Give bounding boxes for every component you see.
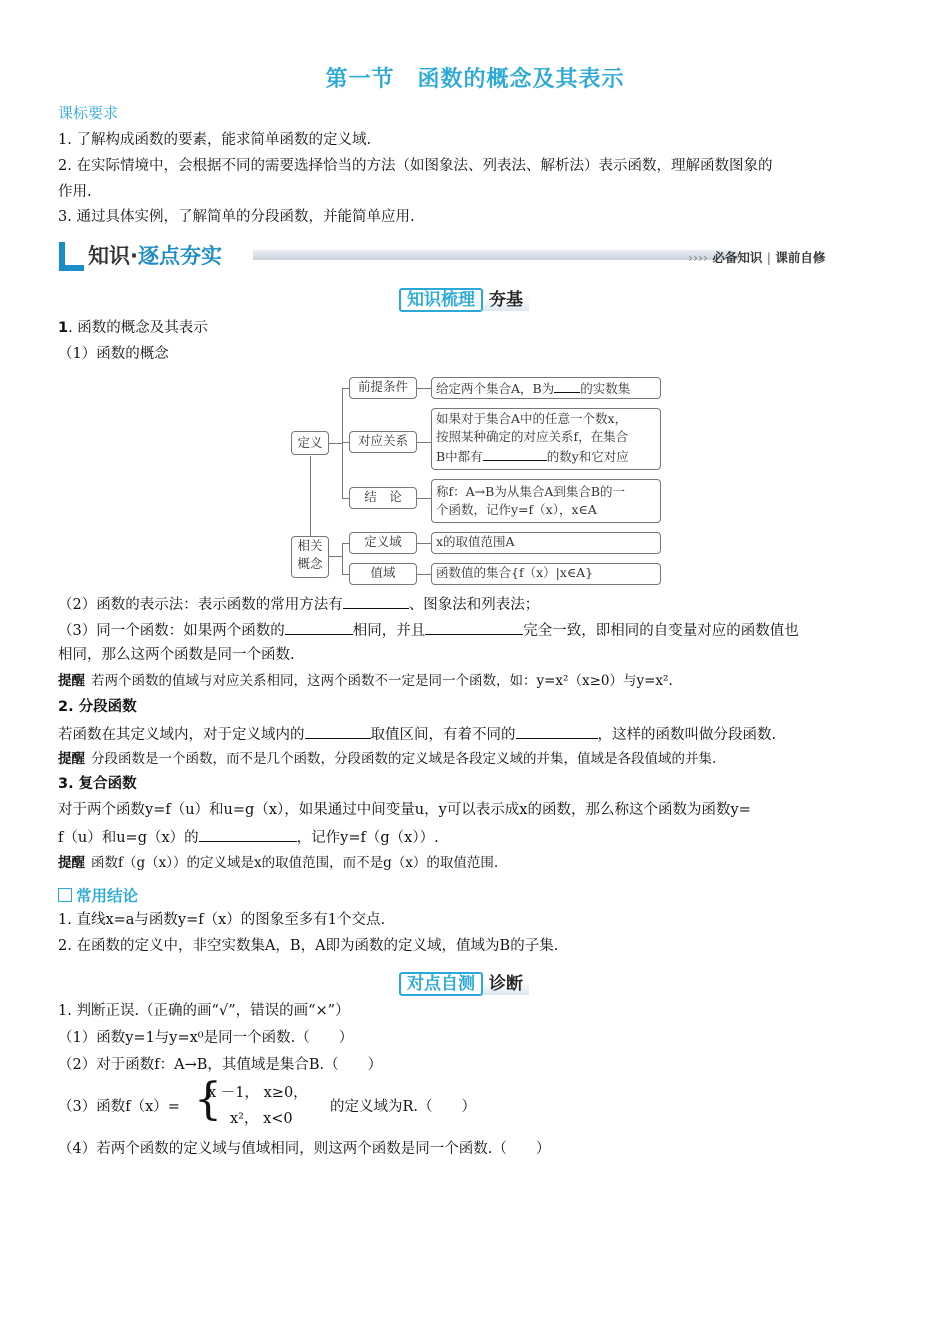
section-3-paragraph: 对于两个函数y=f（u）和u=g（x），如果通过中间变量u，y可以表示成x的函数，那么称这个函数为函数y= [58,802,751,818]
mindmap-definition: 定义 [291,431,329,455]
test-item-3-tail: 的定义域为R.（ ） [330,1099,477,1115]
test-item-1: （1）函数y=1与y=x⁰是同一个函数.（ ） [58,1030,354,1046]
conclusions-heading: 常用结论 [58,887,893,906]
piecewise-case-1: x －1， x≥0， [208,1085,308,1101]
mindmap-related: 相关 概念 [291,536,329,578]
test-question: 1. 判断正误.（正确的画“√”，错误的画“×”） [58,1003,350,1019]
test-item-2: （2）对于函数f：A→B，其值域是集合B.（ ） [58,1057,383,1073]
test-item-4: （4）若两个函数的定义域与值域相同，则这两个函数是同一个函数.（ ） [58,1141,551,1157]
checkbox-icon [58,888,72,902]
section-1-sub2: （2）函数的表示法：表示函数的常用方法有 、图象法和列表法； [58,594,893,614]
curriculum-item: 3. 通过具体实例，了解简单的分段函数，并能简单应用. [58,209,415,225]
section-2-heading: 2. 分段函数 [58,699,137,715]
conclusion-item: 1. 直线x=a与函数y=f（x）的图象至多有1个交点. [58,912,386,928]
banner-right: ›››› 必备知识 | 课前自修 [688,250,826,265]
section-3-heading: 3. 复合函数 [58,776,137,792]
mindmap-conclusion: 结 论 [349,487,417,509]
piecewise-case-2: x²， x<0 [230,1111,293,1127]
test-item-3-lead: （3）函数f（x）= [58,1099,180,1115]
curriculum-heading: 课标要求 [58,104,119,122]
banner-corner-icon [58,238,88,274]
section-2-paragraph: 若函数在其定义域内，对于定义域内的 取值区间，有着不同的 ，这样的函数叫做分段函数. [58,724,893,744]
section-1-sub3-cont: 相同，那么这两个函数是同一个函数. [58,647,295,663]
section-1-heading: 1. 函数的概念及其表示 [58,320,208,336]
mindmap-domain-text: x的取值范围A [431,532,661,554]
mindmap-premise-text: 给定两个集合A，B为 的实数集 [431,377,661,399]
brace-icon: { [194,1074,222,1125]
mindmap-correspondence-text: 如果对于集合A中的任意一个数x， 按照某种确定的对应关系f，在集合 B中都有 的数y和它对应 [431,408,661,470]
tag-self-test: 对点自测 诊断 [399,972,529,996]
mindmap-correspondence: 对应关系 [349,431,417,453]
mindmap-range: 值域 [349,563,417,585]
section-banner [58,236,858,276]
banner-title: 知识·逐点夯实 [88,244,222,268]
mindmap-domain: 定义域 [349,532,417,554]
curriculum-item: 1. 了解构成函数的要素，能求简单函数的定义域. [58,132,372,148]
curriculum-item: 作用. [58,184,92,200]
section-1-sub1: （1）函数的概念 [58,346,169,362]
page-title: 第一节 函数的概念及其表示 [325,67,625,92]
section-1-tip: 提醒 若两个函数的值域与对应关系相同，这两个函数不一定是同一个函数，如：y=x²（x≥0）与y=x². [58,673,673,689]
section-3-paragraph-cont: f（u）和u=g（x）的 ，记作y=f（g（x））. [58,827,893,847]
conclusion-item: 2. 在函数的定义中，非空实数集A，B，A即为函数的定义域，值域为B的子集. [58,938,559,954]
tag-knowledge: 知识梳理 夯基 [399,288,529,312]
section-2-tip: 提醒 分段函数是一个函数，而不是几个函数，分段函数的定义域是各段定义域的并集，值域是各段值域的并集. [58,751,717,767]
mindmap-premise: 前提条件 [349,377,417,399]
mindmap-conclusion-text: 称f：A→B为从集合A到集合B的一 个函数，记作y=f（x），x∈A [431,479,661,523]
mindmap-range-text: 函数值的集合{f（x）|x∈A} [431,563,661,585]
banner-bar [253,250,738,260]
section-3-tip: 提醒 函数f（g（x））的定义域是x的取值范围，而不是g（x）的取值范围. [58,855,499,871]
curriculum-item: 2. 在实际情境中，会根据不同的需要选择恰当的方法（如图象法、列表法、解析法）表示函数，理解函数图象的 [58,158,773,174]
section-1-sub3: （3）同一个函数：如果两个函数的 相同，并且 完全一致，即相同的自变量对应的函数值也 [58,620,893,640]
